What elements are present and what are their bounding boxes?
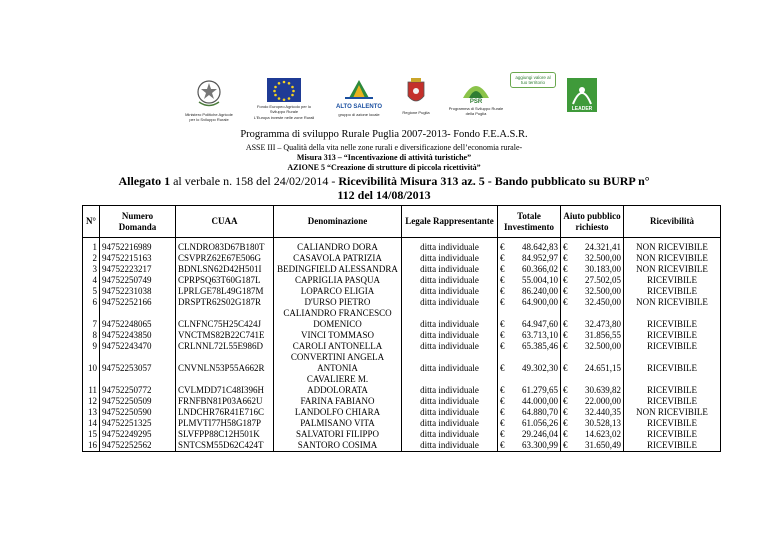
numero-domanda-cell: 94752250509 (100, 396, 176, 407)
numero-domanda-cell: 94752252562 (100, 440, 176, 452)
denominazione-cell: PALMISANO VITA (274, 418, 402, 429)
totale-currency-cell: € (498, 330, 507, 341)
totale-investimento-cell: 49.302,30 (507, 352, 561, 374)
row-number: 13 (83, 407, 100, 418)
totale-currency-cell: € (498, 253, 507, 264)
denominazione-cell: CAROLI ANTONELLA (274, 341, 402, 352)
totale-investimento-cell: 64.900,00 (507, 297, 561, 308)
ricevibilita-cell: RICEVIBILE (624, 330, 721, 341)
misura-subtitle: Misura 313 – “Incentivazione di attività turistiche” (296, 153, 472, 162)
totale-currency-cell: € (498, 440, 507, 452)
legale-rappresentante-cell: ditta individuale (402, 275, 498, 286)
row-number: 1 (83, 238, 100, 254)
ricevibilita-cell: RICEVIBILE (624, 418, 721, 429)
denominazione-cell: D'URSO PIETRO (274, 297, 402, 308)
psr-logo: PSR Programma di Sviluppo Rurale della Puglia (446, 78, 506, 116)
totale-investimento-cell: 86.240,00 (507, 286, 561, 297)
numero-domanda-cell: 94752250772 (100, 374, 176, 396)
denominazione-cell: CALIANDRO DORA (274, 238, 402, 254)
totale-currency-cell: € (498, 238, 507, 254)
totale-currency-cell: € (498, 341, 507, 352)
eu-flag-icon (267, 78, 301, 102)
totale-investimento-cell: 29.246,04 (507, 429, 561, 440)
legale-rappresentante-cell: ditta individuale (402, 374, 498, 396)
totale-currency-cell: € (498, 374, 507, 396)
document-title (112, 174, 656, 202)
header-totale-investimento: Totale Investimento (498, 206, 561, 238)
denominazione-cell: BEDINGFIELD ALESSANDRA (274, 264, 402, 275)
cuaa-cell: PLMVTI77H58G187P (176, 418, 274, 429)
cuaa-cell: SLVFPP88C12H501K (176, 429, 274, 440)
aiuto-pubblico-cell: 24.651,15 (570, 352, 624, 374)
aiuto-currency-cell: € (561, 407, 570, 418)
ricevibilita-cell: RICEVIBILE (624, 308, 721, 330)
denominazione-cell: LOPARCO ELIGIA (274, 286, 402, 297)
alto-salento-logo: ALTO SALENTO gruppo di azione locale (330, 78, 388, 117)
table-row (83, 407, 721, 418)
aiuto-pubblico-cell: 32.473,80 (570, 308, 624, 330)
title-verbale: al verbale n. 158 del 24/02/2014 - (170, 174, 339, 188)
header-n: N° (83, 206, 100, 238)
row-number: 14 (83, 418, 100, 429)
denominazione-cell: CONVERTINI ANGELA ANTONIA (274, 352, 402, 374)
logo-strip (150, 75, 620, 126)
table-row (83, 264, 721, 275)
ricevibilita-cell: RICEVIBILE (624, 352, 721, 374)
header-legale-rappresentante: Legale Rappresentante (402, 206, 498, 238)
legale-rappresentante-cell: ditta individuale (402, 330, 498, 341)
totale-investimento-cell: 61.279,65 (507, 374, 561, 396)
italian-emblem-icon (196, 78, 222, 110)
totale-investimento-cell: 48.642,83 (507, 238, 561, 254)
totale-investimento-cell: 84.952,97 (507, 253, 561, 264)
header-aiuto-pubblico: Aiuto pubblico richiesto (561, 206, 624, 238)
aiuto-pubblico-cell: 32.500,00 (570, 253, 624, 264)
numero-domanda-cell: 94752253057 (100, 352, 176, 374)
aiuto-currency-cell: € (561, 264, 570, 275)
table-row (83, 286, 721, 297)
ricevibilita-cell: RICEVIBILE (624, 429, 721, 440)
totale-currency-cell: € (498, 396, 507, 407)
aggiungi-valore-logo: aggiungi valore al tuo territorio (510, 72, 556, 88)
header-cuaa: CUAA (176, 206, 274, 238)
header-denominazione: Denominazione (274, 206, 402, 238)
row-number: 11 (83, 374, 100, 396)
psr-leaf-icon (459, 78, 493, 104)
aiuto-pubblico-cell: 32.500,00 (570, 286, 624, 297)
denominazione-cell: SALVATORI FILIPPO (274, 429, 402, 440)
ricevibilita-cell: RICEVIBILE (624, 374, 721, 396)
row-number: 6 (83, 297, 100, 308)
legale-rappresentante-cell: ditta individuale (402, 341, 498, 352)
cuaa-cell: BDNLSN62D42H501I (176, 264, 274, 275)
ricevibilita-cell: NON RICEVIBILE (624, 253, 721, 264)
numero-domanda-cell: 94752252166 (100, 297, 176, 308)
row-number: 7 (83, 308, 100, 330)
legale-rappresentante-cell: ditta individuale (402, 429, 498, 440)
aiuto-pubblico-cell: 14.623,02 (570, 429, 624, 440)
totale-investimento-cell: 55.004,10 (507, 275, 561, 286)
row-number: 5 (83, 286, 100, 297)
cuaa-cell: LPRLGE78L49G187M (176, 286, 274, 297)
aiuto-currency-cell: € (561, 275, 570, 286)
table-row (83, 418, 721, 429)
table-row (83, 308, 721, 330)
totale-investimento-cell: 64.880,70 (507, 407, 561, 418)
leader-logo (562, 78, 602, 113)
ricevibilita-cell: RICEVIBILE (624, 440, 721, 452)
asse-subtitle: ASSE III – Qualità della vita nelle zone rurali e diversificazione dell’economia rurale- (245, 143, 523, 152)
ministero-logo: Ministero Politiche Agricole per lo Sviluppo Rurale (182, 78, 236, 122)
legale-rappresentante-cell: ditta individuale (402, 286, 498, 297)
totale-currency-cell: € (498, 297, 507, 308)
row-number: 2 (83, 253, 100, 264)
cuaa-cell: SNTCSM55D62C424T (176, 440, 274, 452)
denominazione-cell: FARINA FABIANO (274, 396, 402, 407)
ricevibilita-cell: NON RICEVIBILE (624, 407, 721, 418)
table-header-row (83, 206, 721, 238)
table-row (83, 341, 721, 352)
aiuto-currency-cell: € (561, 341, 570, 352)
cuaa-cell: FRNFBN81P03A662U (176, 396, 274, 407)
aiuto-currency-cell: € (561, 429, 570, 440)
aiuto-currency-cell: € (561, 418, 570, 429)
row-number: 15 (83, 429, 100, 440)
totale-currency-cell: € (498, 264, 507, 275)
denominazione-cell: VINCI TOMMASO (274, 330, 402, 341)
aiuto-pubblico-cell: 32.440,35 (570, 407, 624, 418)
numero-domanda-cell: 94752248065 (100, 308, 176, 330)
title-ricevibilita: Ricevibilità Misura 313 az. 5 - Bando pubblicato su BURP n° 112 del 14/08/2013 (337, 174, 650, 202)
cuaa-cell: CNVNLN53P55A662R (176, 352, 274, 374)
aiuto-pubblico-cell: 22.000,00 (570, 396, 624, 407)
cuaa-cell: LNDCHR76R41E716C (176, 407, 274, 418)
table-row (83, 352, 721, 374)
aiuto-pubblico-cell: 27.502,05 (570, 275, 624, 286)
totale-currency-cell: € (498, 275, 507, 286)
cuaa-cell: VNCTMS82B22C741E (176, 330, 274, 341)
aiuto-pubblico-cell: 32.500,00 (570, 341, 624, 352)
totale-currency-cell: € (498, 407, 507, 418)
table-row (83, 253, 721, 264)
cuaa-cell: CRLNNL72L55E986D (176, 341, 274, 352)
totale-currency-cell: € (498, 286, 507, 297)
alto-salento-mark-icon (339, 78, 379, 102)
cuaa-cell: CLNDRO83D67B180T (176, 238, 274, 254)
table-row (83, 440, 721, 452)
legale-rappresentante-cell: ditta individuale (402, 308, 498, 330)
legale-rappresentante-cell: ditta individuale (402, 238, 498, 254)
aiuto-currency-cell: € (561, 308, 570, 330)
feasr-logo: Fondo Europeo Agricolo per lo Sviluppo Rurale L'Europa investe nelle zone Rurali (252, 78, 316, 120)
ricevibilita-cell: NON RICEVIBILE (624, 238, 721, 254)
aiuto-pubblico-cell: 31.650,49 (570, 440, 624, 452)
totale-investimento-cell: 60.366,02 (507, 264, 561, 275)
ricevibilita-cell: RICEVIBILE (624, 286, 721, 297)
cuaa-cell: DRSPTR62S02G187R (176, 297, 274, 308)
table-row (83, 238, 721, 254)
row-number: 4 (83, 275, 100, 286)
totale-investimento-cell: 65.385,46 (507, 341, 561, 352)
aiuto-pubblico-cell: 24.321,41 (570, 238, 624, 254)
ricevibilita-cell: NON RICEVIBILE (624, 297, 721, 308)
numero-domanda-cell: 94752223217 (100, 264, 176, 275)
totale-currency-cell: € (498, 418, 507, 429)
cuaa-cell: CPRPSQ63T60G187L (176, 275, 274, 286)
totale-currency-cell: € (498, 429, 507, 440)
totale-currency-cell: € (498, 308, 507, 330)
aiuto-currency-cell: € (561, 374, 570, 396)
legale-rappresentante-cell: ditta individuale (402, 352, 498, 374)
denominazione-cell: SANTORO COSIMA (274, 440, 402, 452)
aiuto-currency-cell: € (561, 297, 570, 308)
numero-domanda-cell: 94752243470 (100, 341, 176, 352)
legale-rappresentante-cell: ditta individuale (402, 418, 498, 429)
ricevibilita-cell: NON RICEVIBILE (624, 264, 721, 275)
totale-investimento-cell: 63.713,10 (507, 330, 561, 341)
ricevibilita-cell: RICEVIBILE (624, 275, 721, 286)
table-row (83, 396, 721, 407)
table-row (83, 330, 721, 341)
totale-currency-cell: € (498, 352, 507, 374)
denominazione-cell: CAVALIERE M. ADDOLORATA (274, 374, 402, 396)
row-number: 10 (83, 352, 100, 374)
totale-investimento-cell: 44.000,00 (507, 396, 561, 407)
table-row (83, 429, 721, 440)
denominazione-cell: CASAVOLA PATRIZIA (274, 253, 402, 264)
numero-domanda-cell: 94752251325 (100, 418, 176, 429)
ricevibilita-cell: RICEVIBILE (624, 396, 721, 407)
legale-rappresentante-cell: ditta individuale (402, 253, 498, 264)
aiuto-currency-cell: € (561, 253, 570, 264)
legale-rappresentante-cell: ditta individuale (402, 396, 498, 407)
aiuto-currency-cell: € (561, 440, 570, 452)
row-number: 16 (83, 440, 100, 452)
cuaa-cell: CVLMDD71C48I396H (176, 374, 274, 396)
regione-puglia-logo: Regione Puglia (394, 78, 438, 115)
row-number: 9 (83, 341, 100, 352)
cuaa-cell: CLNFNC75H25C424J (176, 308, 274, 330)
numero-domanda-cell: 94752215163 (100, 253, 176, 264)
numero-domanda-cell: 94752243850 (100, 330, 176, 341)
ricevibilita-cell: RICEVIBILE (624, 341, 721, 352)
cuaa-cell: CSVPRZ62E67E506G (176, 253, 274, 264)
legale-rappresentante-cell: ditta individuale (402, 297, 498, 308)
numero-domanda-cell: 94752250749 (100, 275, 176, 286)
legale-rappresentante-cell: ditta individuale (402, 407, 498, 418)
totale-investimento-cell: 64.947,60 (507, 308, 561, 330)
aiuto-pubblico-cell: 30.528,13 (570, 418, 624, 429)
legale-rappresentante-cell: ditta individuale (402, 264, 498, 275)
aiuto-pubblico-cell: 31.856,55 (570, 330, 624, 341)
totale-investimento-cell: 61.056,26 (507, 418, 561, 429)
table-row (83, 374, 721, 396)
leader-leaf-icon (567, 78, 597, 112)
aiuto-currency-cell: € (561, 238, 570, 254)
puglia-coat-of-arms-icon (406, 78, 426, 108)
denominazione-cell: CALIANDRO FRANCESCO DOMENICO (274, 308, 402, 330)
ricevibilita-table (82, 205, 721, 452)
aiuto-currency-cell: € (561, 330, 570, 341)
aiuto-currency-cell: € (561, 286, 570, 297)
row-number: 8 (83, 330, 100, 341)
table-row (83, 275, 721, 286)
aiuto-pubblico-cell: 30.183,00 (570, 264, 624, 275)
svg-text:PSR: PSR (469, 99, 483, 104)
program-title: Programma di sviluppo Rurale Puglia 2007-2013- Fondo F.E.A.S.R. (240, 129, 528, 140)
header-ricevibilita: Ricevibilità (624, 206, 721, 238)
table-body (83, 238, 721, 452)
aiuto-pubblico-cell: 30.639,82 (570, 374, 624, 396)
numero-domanda-cell: 94752249295 (100, 429, 176, 440)
row-number: 3 (83, 264, 100, 275)
row-number: 12 (83, 396, 100, 407)
numero-domanda-cell: 94752231038 (100, 286, 176, 297)
totale-investimento-cell: 63.300,99 (507, 440, 561, 452)
aiuto-pubblico-cell: 32.450,00 (570, 297, 624, 308)
svg-text:LEADER: LEADER (571, 106, 593, 112)
numero-domanda-cell: 94752250590 (100, 407, 176, 418)
aiuto-currency-cell: € (561, 396, 570, 407)
title-allegato: Allegato 1 (118, 174, 171, 188)
azione-subtitle: AZIONE 5 “Creazione di strutture di piccola ricettività” (287, 163, 481, 172)
header-numero-domanda: Numero Domanda (100, 206, 176, 238)
denominazione-cell: LANDOLFO CHIARA (274, 407, 402, 418)
aiuto-currency-cell: € (561, 352, 570, 374)
table-row (83, 297, 721, 308)
denominazione-cell: CAPRIGLIA PASQUA (274, 275, 402, 286)
numero-domanda-cell: 94752216989 (100, 238, 176, 254)
legale-rappresentante-cell: ditta individuale (402, 440, 498, 452)
